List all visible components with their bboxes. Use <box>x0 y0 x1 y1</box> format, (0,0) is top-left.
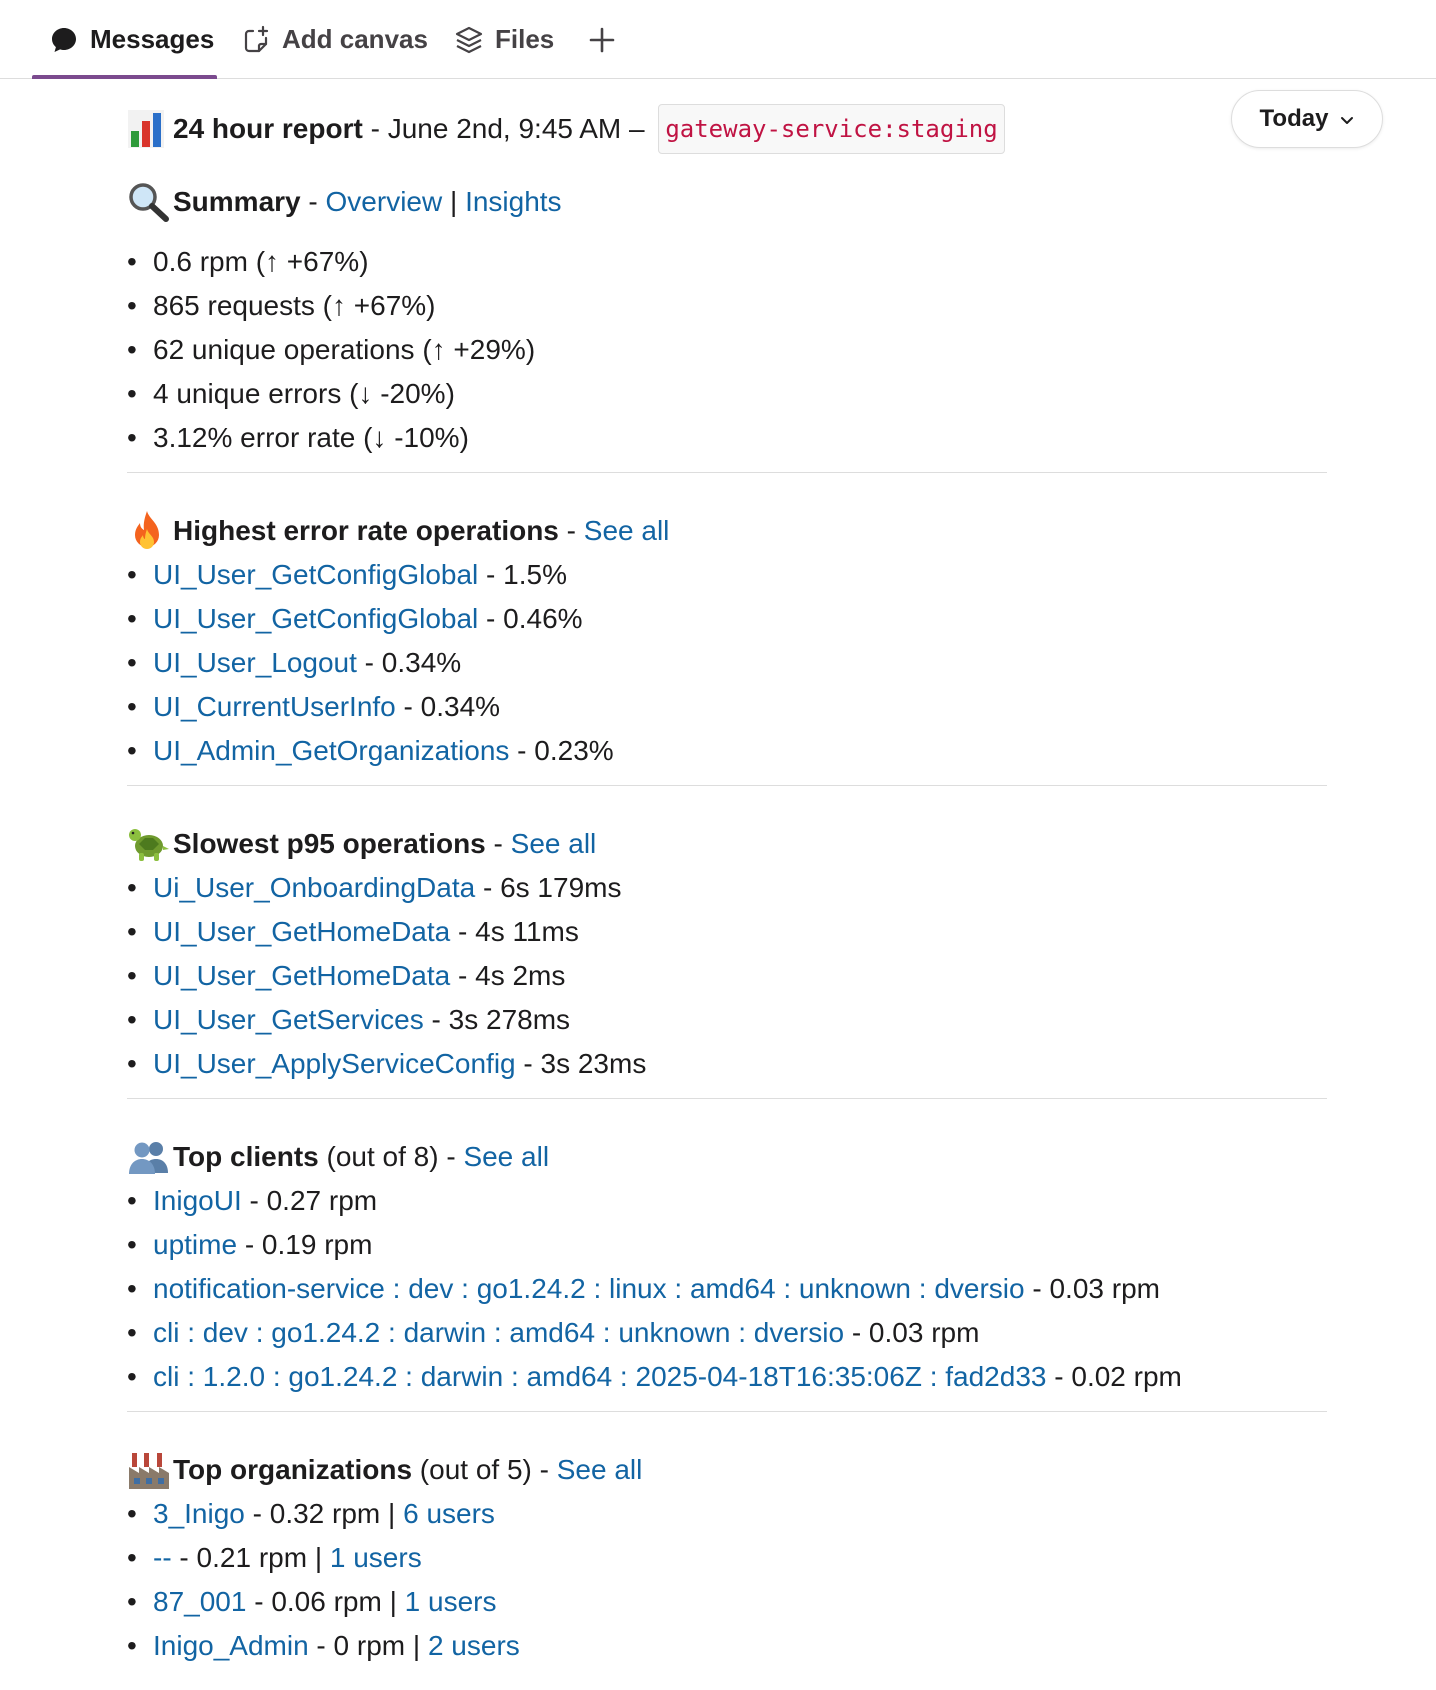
bullet: • <box>127 603 137 634</box>
divider <box>127 785 1327 786</box>
orgs-see-all-link[interactable]: See all <box>556 1454 643 1485</box>
orgs-count: (out of 5) - <box>412 1454 557 1485</box>
plus-icon <box>586 24 618 56</box>
bullet: • <box>127 1586 137 1617</box>
bullet: • <box>127 334 137 365</box>
list-item <box>127 372 1327 416</box>
operation-link[interactable]: UI_User_ApplyServiceConfig <box>153 1048 516 1079</box>
org-users-link[interactable]: 1 users <box>329 1542 422 1573</box>
list-item <box>127 1624 1327 1668</box>
clients-title: Top clients <box>173 1141 319 1172</box>
overview-link[interactable]: Overview <box>325 186 443 217</box>
date-divider-label: Today <box>1259 105 1329 132</box>
summary-title: Summary <box>173 186 301 217</box>
org-value: - 0.21 rpm | <box>171 1542 330 1573</box>
list-item <box>127 1492 1327 1536</box>
tab-add-canvas[interactable] <box>240 0 428 79</box>
people-emoji-icon <box>127 1135 173 1179</box>
layers-icon <box>453 24 485 56</box>
list-item <box>127 729 1327 773</box>
clients-list <box>127 1179 1327 1399</box>
bullet: • <box>127 1229 137 1260</box>
list-item <box>127 910 1327 954</box>
bullet: • <box>127 1185 137 1216</box>
list-item <box>127 416 1327 460</box>
org-link[interactable]: -- <box>153 1542 172 1573</box>
summary-item: 4 unique errors (↓ -20%) <box>153 378 455 409</box>
error-ops-list <box>127 553 1327 773</box>
org-value: - 0.32 rpm | <box>244 1498 404 1529</box>
summary-item: 3.12% error rate (↓ -10%) <box>153 422 469 453</box>
bullet: • <box>127 1317 137 1348</box>
summary-item: 0.6 rpm (↑ +67%) <box>153 246 369 277</box>
turtle-emoji-icon <box>127 822 173 866</box>
list-item <box>127 1267 1327 1311</box>
list-item <box>127 1311 1327 1355</box>
tab-messages-label: Messages <box>90 24 215 54</box>
summary-list <box>127 240 1327 460</box>
summary-pipe: | <box>442 186 466 217</box>
tab-messages[interactable] <box>48 0 214 79</box>
error-ops-dash: - <box>558 515 584 546</box>
bullet: • <box>127 1542 137 1573</box>
slow-ops-title: Slowest p95 operations <box>173 828 486 859</box>
divider <box>127 472 1327 473</box>
operation-link[interactable]: UI_User_GetConfigGlobal <box>153 603 479 634</box>
bullet: • <box>127 1004 137 1035</box>
bullet: • <box>127 735 137 766</box>
bullet: • <box>127 1048 137 1079</box>
operation-link[interactable]: UI_User_GetServices <box>153 1004 424 1035</box>
clients-see-all-link[interactable]: See all <box>463 1141 550 1172</box>
factory-emoji-icon <box>127 1448 173 1492</box>
client-link[interactable]: cli : 1.2.0 : go1.24.2 : darwin : amd64 : 2025-04-18T16:35:06Z : fad2d33 <box>153 1361 1047 1392</box>
slow-ops-dash: - <box>485 828 511 859</box>
slow-ops-heading <box>127 822 1327 866</box>
org-link[interactable]: 3_Inigo <box>153 1498 245 1529</box>
list-item <box>127 641 1327 685</box>
list-item <box>127 553 1327 597</box>
add-canvas-icon <box>240 24 272 56</box>
client-link[interactable]: InigoUI <box>153 1185 242 1216</box>
bullet: • <box>127 422 137 453</box>
bullet: • <box>127 960 137 991</box>
operation-link[interactable]: UI_User_Logout <box>153 647 357 678</box>
slow-ops-see-all-link[interactable]: See all <box>510 828 597 859</box>
active-tab-indicator <box>32 75 217 79</box>
client-value: - 0.02 rpm <box>1046 1361 1182 1392</box>
summary-dash: - <box>300 186 326 217</box>
operation-link[interactable]: Ui_User_OnboardingData <box>153 872 476 903</box>
report-date: - June 2nd, 9:45 AM – <box>362 113 653 144</box>
list-item <box>127 1179 1327 1223</box>
client-value: - 0.03 rpm <box>844 1317 980 1348</box>
list-item <box>127 1355 1327 1399</box>
operation-link[interactable]: UI_CurrentUserInfo <box>153 691 396 722</box>
bullet: • <box>127 559 137 590</box>
org-users-link[interactable]: 6 users <box>403 1498 495 1529</box>
operation-link[interactable]: UI_User_GetConfigGlobal <box>153 559 479 590</box>
client-value: - 0.19 rpm <box>237 1229 373 1260</box>
list-item <box>127 1223 1327 1267</box>
list-item <box>127 1042 1327 1086</box>
error-ops-title: Highest error rate operations <box>173 515 559 546</box>
chat-bubble-icon <box>48 24 80 56</box>
org-value: - 0 rpm | <box>308 1630 428 1661</box>
bullet: • <box>127 378 137 409</box>
operation-value: - 0.34% <box>356 647 462 678</box>
org-value: - 0.06 rpm | <box>246 1586 405 1617</box>
divider <box>127 1411 1327 1412</box>
bullet: • <box>127 1498 137 1529</box>
divider <box>127 1098 1327 1099</box>
client-link[interactable]: uptime <box>153 1229 238 1260</box>
channel-tab-bar <box>0 0 1436 79</box>
error-ops-see-all-link[interactable]: See all <box>583 515 670 546</box>
orgs-title: Top organizations <box>173 1454 413 1485</box>
tab-files[interactable] <box>453 0 554 79</box>
list-item <box>127 284 1327 328</box>
bullet: • <box>127 246 137 277</box>
list-item <box>127 998 1327 1042</box>
clients-count: (out of 8) - <box>318 1141 464 1172</box>
list-item <box>127 1536 1327 1580</box>
insights-link[interactable]: Insights <box>465 186 562 217</box>
tab-files-label: Files <box>495 24 555 54</box>
operation-value: - 3s 278ms <box>423 1004 571 1035</box>
list-item <box>127 597 1327 641</box>
list-item <box>127 1580 1327 1624</box>
slow-ops-list <box>127 866 1327 1086</box>
bar-chart-emoji-icon <box>127 107 173 151</box>
list-item <box>127 328 1327 372</box>
summary-item: 865 requests (↑ +67%) <box>153 290 436 321</box>
operation-link[interactable]: UI_User_GetHomeData <box>153 916 451 947</box>
report-title: 24 hour report <box>173 113 363 144</box>
operation-value: - 0.46% <box>478 603 583 634</box>
list-item <box>127 954 1327 998</box>
client-link[interactable]: cli : dev : go1.24.2 : darwin : amd64 : unknown : dversio <box>153 1317 845 1348</box>
chevron-down-icon <box>1340 105 1354 133</box>
bullet: • <box>127 290 137 321</box>
client-link[interactable]: notification-service : dev : go1.24.2 : linux : amd64 : unknown : dversio <box>153 1273 1025 1304</box>
bullet: • <box>127 1630 137 1661</box>
report-header <box>127 104 1327 154</box>
bullet: • <box>127 691 137 722</box>
add-tab-button[interactable] <box>586 0 620 79</box>
org-link[interactable]: Inigo_Admin <box>153 1630 309 1661</box>
operation-link[interactable]: UI_User_GetHomeData <box>153 960 451 991</box>
client-value: - 0.27 rpm <box>241 1185 378 1216</box>
org-users-link[interactable]: 1 users <box>404 1586 497 1617</box>
org-link[interactable]: 87_001 <box>153 1586 247 1617</box>
list-item <box>127 240 1327 284</box>
clients-heading <box>127 1135 1327 1179</box>
bullet: • <box>127 1273 137 1304</box>
operation-value: - 0.23% <box>509 735 614 766</box>
error-ops-heading <box>127 509 1327 553</box>
operation-value: - 4s 11ms <box>450 916 579 947</box>
org-users-link[interactable]: 2 users <box>427 1630 520 1661</box>
summary-heading <box>127 180 1327 224</box>
bullet: • <box>127 647 137 678</box>
orgs-list <box>127 1492 1327 1668</box>
magnifier-emoji-icon <box>127 180 173 224</box>
operation-value: - 6s 179ms <box>475 872 622 903</box>
operation-value: - 4s 2ms <box>450 960 566 991</box>
orgs-heading <box>127 1448 1327 1492</box>
bullet: • <box>127 916 137 947</box>
fire-emoji-icon <box>127 509 173 553</box>
client-value: - 0.03 rpm <box>1024 1273 1160 1304</box>
operation-value: - 0.34% <box>395 691 501 722</box>
operation-value: - 1.5% <box>478 559 567 590</box>
operation-value: - 3s 23ms <box>515 1048 647 1079</box>
list-item <box>127 866 1327 910</box>
operation-link[interactable]: UI_Admin_GetOrganizations <box>153 735 510 766</box>
tab-add-canvas-label: Add canvas <box>282 24 428 54</box>
summary-item: 62 unique operations (↑ +29%) <box>153 334 536 365</box>
bullet: • <box>127 1361 137 1392</box>
report-message <box>127 104 1327 1668</box>
list-item <box>127 685 1327 729</box>
service-tag: gateway-service:staging <box>658 104 1004 154</box>
bullet: • <box>127 872 137 903</box>
